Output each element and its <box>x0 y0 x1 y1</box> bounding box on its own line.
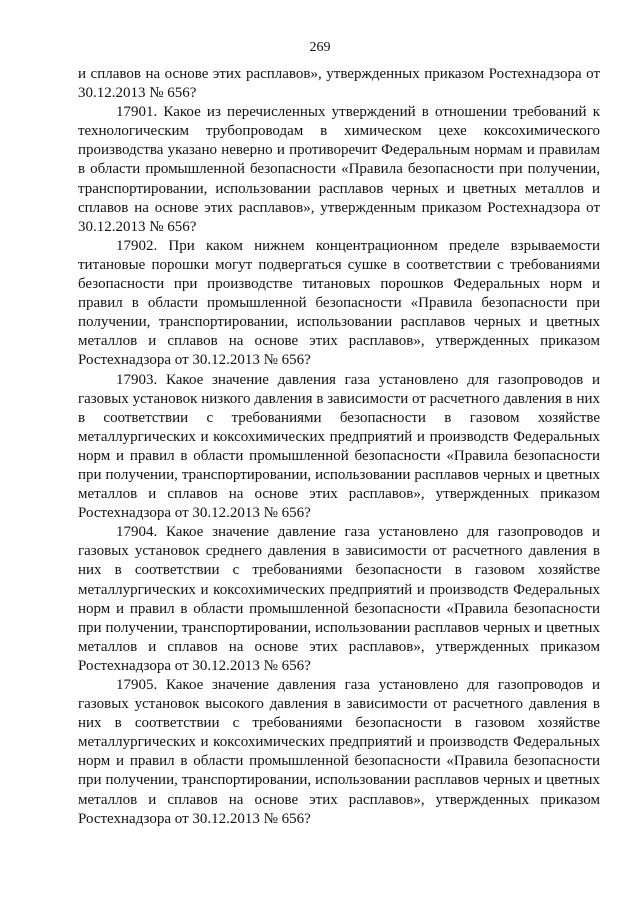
question-17903: 17903. Какое значение давления газа установлено для газопроводов и газовых установок низкого давления в зависимости от расчетного давления в них в соответствии с требованиями безопасности в газовом хозяйстве металлургических и коксохимических предприятий и производств Федеральных норм и правил в области промышленной безопасности «Правила безопасности при получении, транспортировании, использовании расплавов черных и цветных металлов и сплавов на основе этих расплавов», утвержденных приказом Ростехнадзора от 30.12.2013 № 656? <box>78 371 600 522</box>
question-17902: 17902. При каком нижнем концентрационном пределе взрываемости титановые порошки могут подвергаться сушке в соответствии с требованиями безопасности при производстве титановых порошков Федеральных норм и правил в области промышленной безопасности «Правила безопасности при получении, транспортировании, использовании расплавов черных и цветных металлов и сплавов на основе этих расплавов», утвержденных приказом Ростехнадзора от 30.12.2013 № 656? <box>78 237 600 369</box>
question-17905: 17905. Какое значение давления газа установлено для газопроводов и газовых установок высокого давления в зависимости от расчетного давления в них в соответствии с требованиями безопасности в газовом хозяйстве металлургических и коксохимических предприятий и производств Федеральных норм и правил в области промышленной безопасности «Правила безопасности при получении, транспортировании, использовании расплавов черных и цветных металлов и сплавов на основе этих расплавов», утвержденных приказом Ростехнадзора от 30.12.2013 № 656? <box>78 677 600 827</box>
question-17904: 17904. Какое значение давление газа установлено для газопроводов и газовых установок среднего давления в зависимости от расчетного давления в них в соответствии с требованиями безопасности в газовом хозяйстве металлургических и коксохимических предприятий и производств Федеральных норм и правил в области промышленной безопасности «Правила безопасности при получении, транспортировании, использовании расплавов черных и цветных металлов и сплавов на основе этих расплавов», утвержденных приказом Ростехнадзора от 30.12.2013 № 656? <box>78 524 600 674</box>
page-number: 269 <box>309 40 331 55</box>
document-body <box>78 65 600 829</box>
paragraph-continuation: и сплавов на основе этих расплавов», утвержденных приказом Ростехнадзора от 30.12.2013 № 656? <box>78 66 600 102</box>
question-17901: 17901. Какое из перечисленных утверждений в отношении требований к технологическим трубопроводам в химическом цехе коксохимического производства указано неверно и противоречит Федеральным нормам и правилам в области промышленной безопасности «Правила безопасности при получении, транспортировании, использовании расплавов черных и цветных металлов и сплавов на основе этих расплавов», утвержденным приказом Ростехнадзора от 30.12.2013 № 656? <box>78 104 600 235</box>
